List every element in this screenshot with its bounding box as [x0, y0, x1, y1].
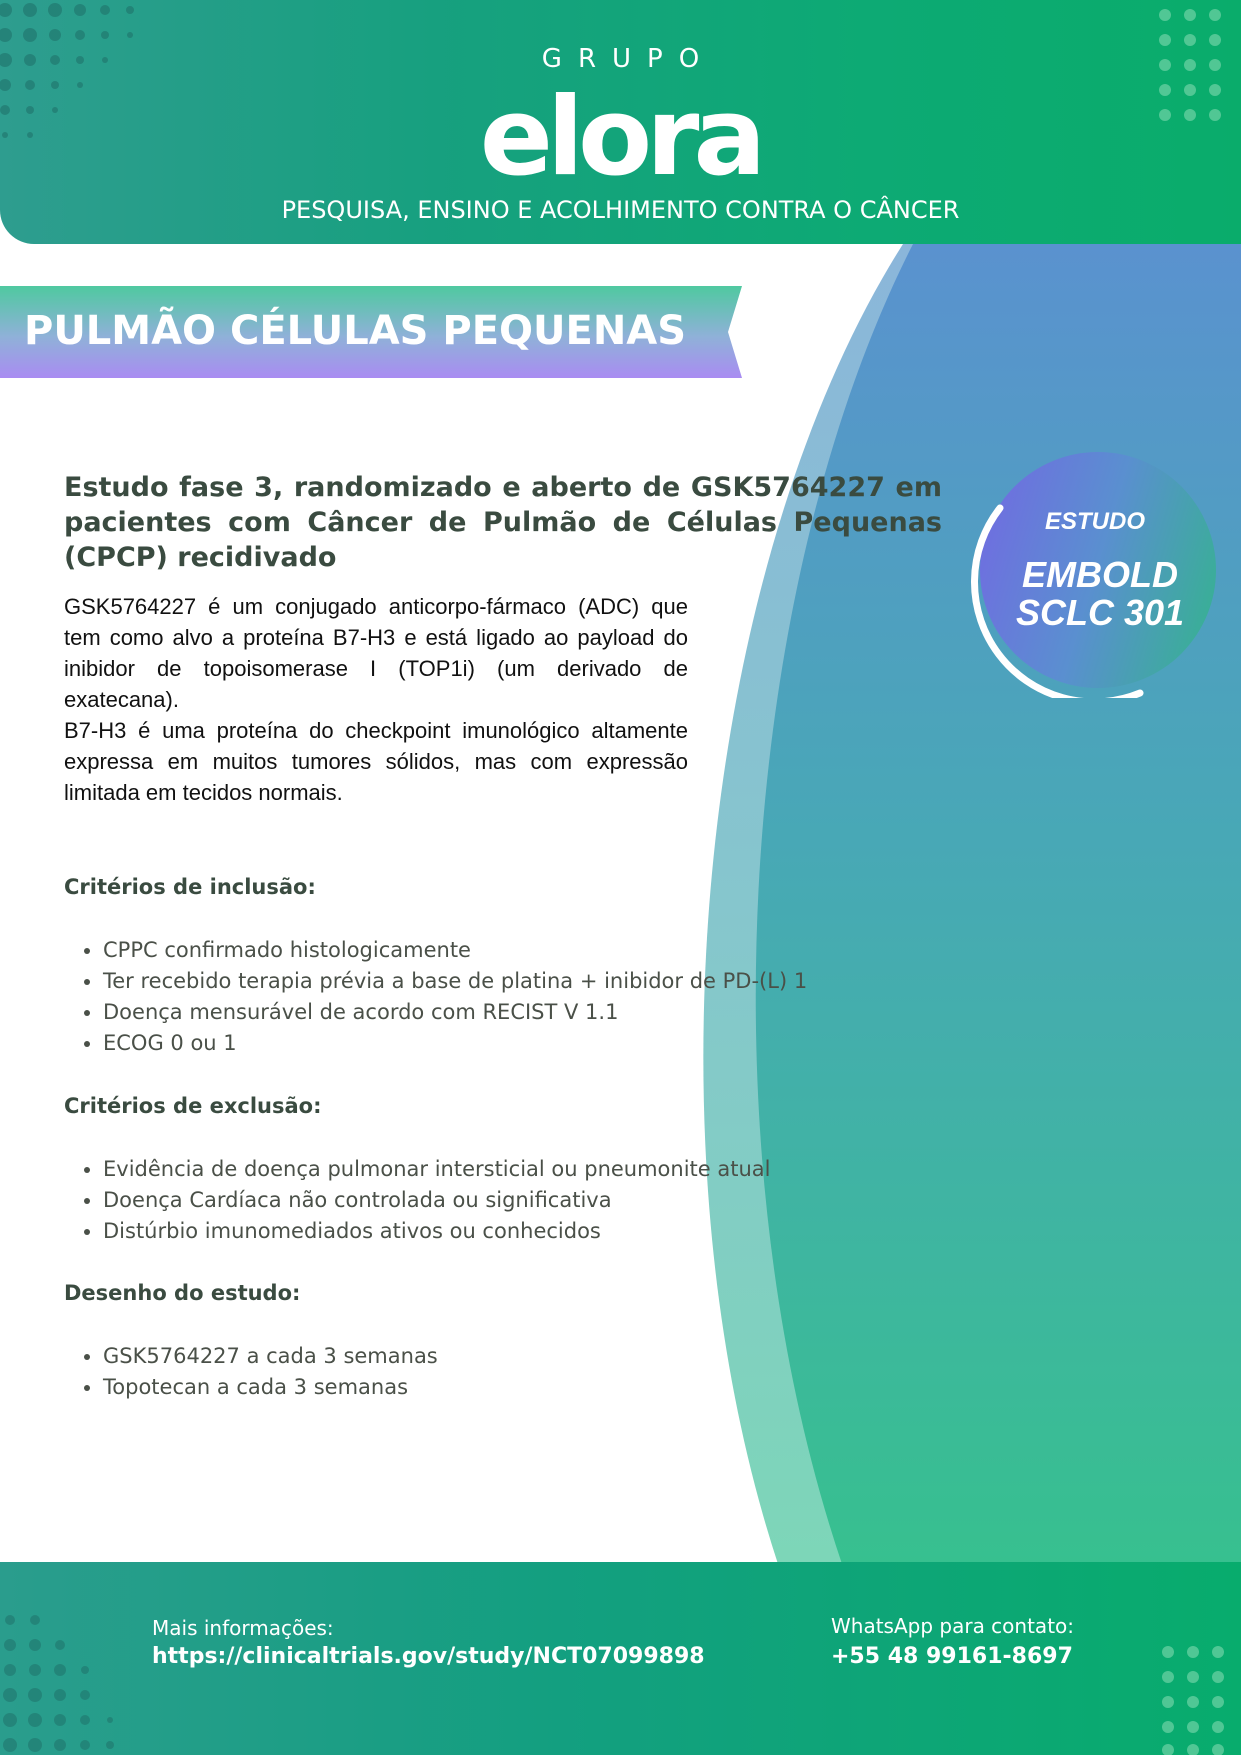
badge-label: ESTUDO — [1044, 508, 1145, 535]
tagline: PESQUISA, ENSINO E ACOLHIMENTO CONTRA O CÂNCER — [281, 196, 960, 224]
list-item: • Doença mensurável de acordo com RECIST V 1.1 — [103, 997, 807, 1028]
dot-pattern-decoration — [0, 1600, 130, 1755]
whatsapp-label: WhatsApp para contato: — [831, 1614, 1075, 1638]
study-title: Estudo fase 3, randomizado e aberto de GSK5764227 em pacientes com Câncer de Pulmão de Células Pequenas (CPCP) recidivado — [64, 472, 942, 573]
study-description — [64, 591, 688, 808]
list-item: • Ter recebido terapia prévia a base de platina + inibidor de PD-(L) 1 — [103, 966, 807, 997]
inclusion-heading: Critérios de inclusão: — [64, 875, 316, 899]
more-info-label: Mais informações: — [152, 1616, 334, 1640]
more-info-link[interactable]: https://clinicaltrials.gov/study/NCT07099898 — [152, 1644, 705, 1669]
group-label: GRUPO — [541, 44, 716, 74]
dot-pattern-decoration — [1156, 1640, 1241, 1755]
svg-text:elora: elora — [479, 84, 761, 186]
badge-study-name — [990, 556, 1210, 632]
page-title: PULMÃO CÉLULAS PEQUENAS — [24, 308, 687, 354]
exclusion-heading: Critérios de exclusão: — [64, 1094, 322, 1118]
whatsapp-number[interactable]: +55 48 99161-8697 — [831, 1644, 1073, 1669]
dot-pattern-decoration — [0, 0, 180, 160]
elora-logo — [420, 84, 820, 186]
list-item: • CPPC confirmado histologicamente — [103, 935, 807, 966]
badge-name-line1: EMBOLD — [1022, 554, 1178, 595]
exclusion-list — [64, 1154, 771, 1247]
badge-name-line2: SCLC 301 — [1015, 592, 1185, 633]
inclusion-list — [64, 935, 807, 1059]
list-item: • Topotecan a cada 3 semanas — [103, 1372, 438, 1403]
description-paragraph: GSK5764227 é um conjugado anticorpo-fármaco (ADC) que tem como alvo a proteína B7-H3 e está ligado ao payload do inibidor de topoisomerase I (TOP1i) (um derivado de exatecana). — [64, 594, 688, 712]
design-heading: Desenho do estudo: — [64, 1281, 301, 1305]
list-item: • ECOG 0 ou 1 — [103, 1028, 807, 1059]
list-item: • Doença Cardíaca não controlada ou significativa — [103, 1185, 771, 1216]
list-item: • GSK5764227 a cada 3 semanas — [103, 1341, 438, 1372]
design-list — [64, 1341, 438, 1403]
list-item: • Evidência de doença pulmonar intersticial ou pneumonite atual — [103, 1154, 771, 1185]
list-item: • Distúrbio imunomediados ativos ou conhecidos — [103, 1216, 771, 1247]
description-paragraph: B7-H3 é uma proteína do checkpoint imunológico altamente expressa em muitos tumores sólidos, mas com expressão limitada em tecidos normais. — [64, 718, 688, 805]
